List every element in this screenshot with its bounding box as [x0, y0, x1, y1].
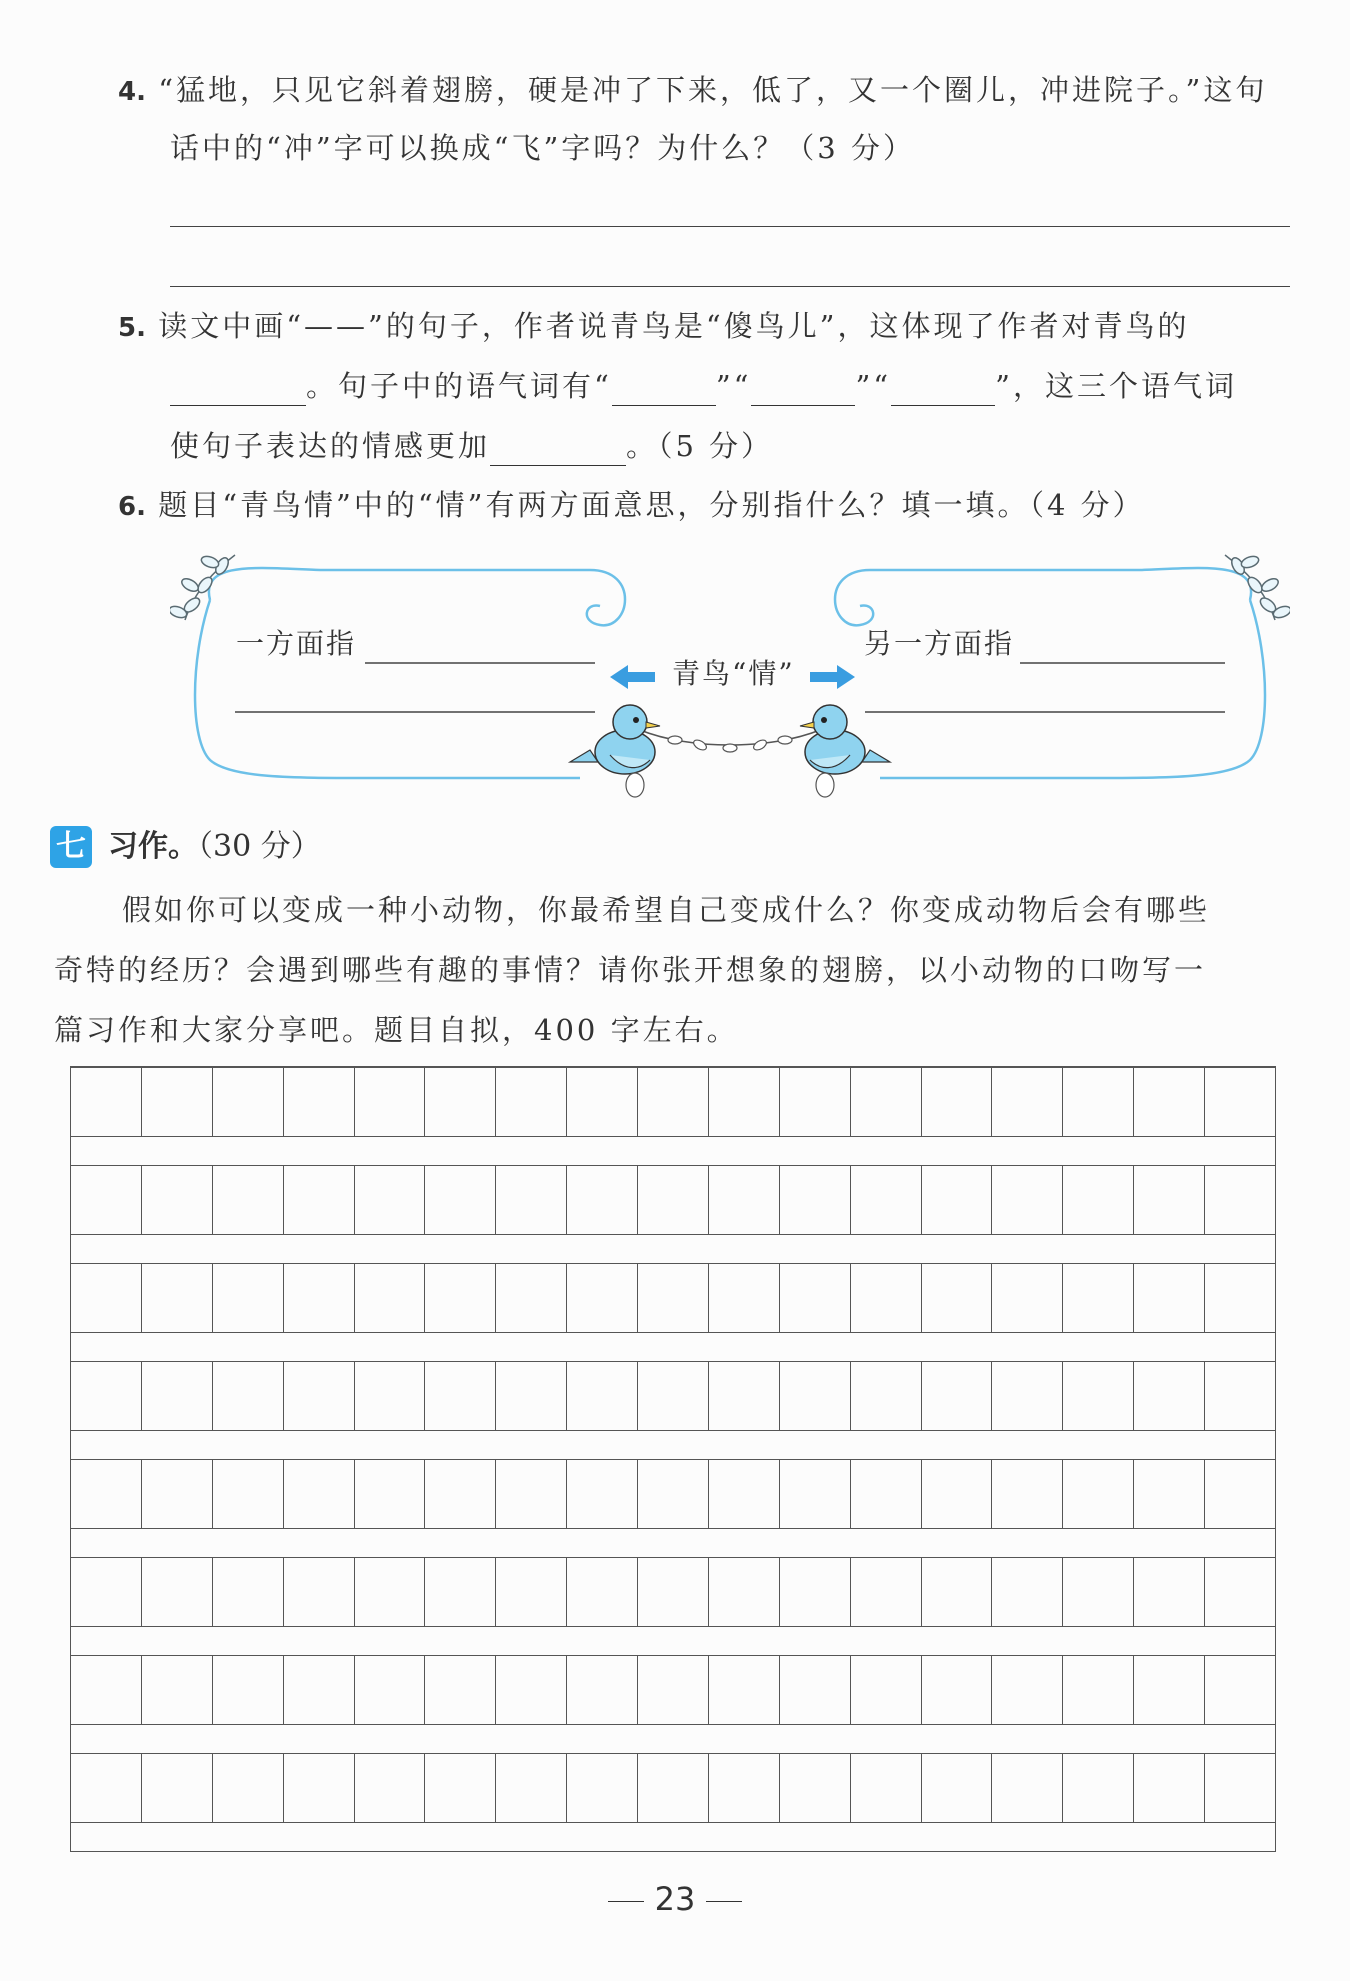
left-leaf-sprig-icon: [170, 554, 235, 620]
q5-text-2d: ”，这三个语气词: [995, 369, 1237, 403]
q5-number: 5.: [118, 313, 146, 343]
grid-row[interactable]: [71, 1557, 1275, 1627]
q4-answer-line-2[interactable]: [170, 286, 1290, 287]
q5-line3: [170, 426, 773, 466]
prompt-line-2: 奇特的经历？会遇到哪些有趣的事情？请你张开想象的翅膀，以小动物的口吻写一: [54, 953, 1207, 987]
section-badge: 七: [50, 826, 92, 868]
q4-text-1: “猛地，只见它斜着翅膀，硬是冲了下来，低了，又一个圈儿，冲进院子。”这句: [158, 73, 1268, 107]
page-number: [0, 1880, 1350, 1918]
q6-center-label: 青鸟“情”: [672, 657, 795, 690]
grid-row[interactable]: [71, 1459, 1275, 1529]
page-number-text: 23: [654, 1880, 696, 1918]
q5-blank-word3[interactable]: [891, 375, 995, 406]
q5-blank-emotion[interactable]: [490, 435, 626, 466]
q5-text-2c: ”“: [855, 369, 892, 403]
right-frame-top: [835, 568, 1251, 625]
q5-blank-word2[interactable]: [751, 375, 855, 406]
q5-text-2b: ”“: [715, 369, 752, 403]
grid-row[interactable]: [71, 1655, 1275, 1725]
q6-line1: [118, 485, 1145, 527]
prompt-line-3: 篇习作和大家分享吧。题目自拟，400 字左右。: [54, 1013, 739, 1047]
q5-text-2a: 。句子中的语气词有“: [306, 369, 612, 403]
section-title: [108, 826, 321, 868]
q6-text-1: 题目“青鸟情”中的“情”有两方面意思，分别指什么？填一填。（4 分）: [158, 488, 1145, 522]
grid-row[interactable]: [71, 1263, 1275, 1333]
grid-row[interactable]: [71, 1067, 1275, 1137]
q4-answer-line-1[interactable]: [170, 226, 1290, 227]
q6-right-label: 另一方面指: [864, 627, 1015, 660]
grid-row[interactable]: [71, 1165, 1275, 1235]
right-leaf-sprig-icon: [1225, 554, 1290, 620]
page-dash-right: [706, 1901, 742, 1902]
q6-left-label: 一方面指: [236, 627, 357, 660]
q4-number: 4.: [118, 77, 146, 107]
right-bird-icon: [800, 705, 890, 797]
writing-grid[interactable]: [70, 1066, 1276, 1852]
left-frame-top: [209, 568, 625, 625]
q4-line1: [118, 70, 1267, 112]
right-arrow-icon: [810, 665, 855, 689]
left-bird-icon: [570, 705, 660, 797]
q5-blank-attitude[interactable]: [170, 375, 306, 406]
q5-text-3b: 。（5 分）: [626, 429, 774, 463]
page-dash-left: [608, 1901, 644, 1902]
vine-icon: [640, 730, 820, 745]
q4-text-2: 话中的“冲”字可以换成“飞”字吗？为什么？（3 分）: [170, 131, 915, 165]
prompt-line-1: 假如你可以变成一种小动物，你最希望自己变成什么？你变成动物后会有哪些: [122, 893, 1211, 927]
q5-blank-word1[interactable]: [612, 375, 716, 406]
q5-text-1: 读文中画“——”的句子，作者说青鸟是“傻鸟儿”，这体现了作者对青鸟的: [158, 309, 1190, 343]
q6-number: 6.: [118, 492, 146, 522]
grid-row[interactable]: [71, 1753, 1275, 1823]
section-score: （30 分）: [198, 829, 321, 864]
left-arrow-icon: [610, 665, 655, 689]
grid-row[interactable]: [71, 1361, 1275, 1431]
q5-line2: [170, 366, 1237, 406]
q5-text-3a: 使句子表达的情感更加: [170, 429, 491, 463]
q5-line1: [118, 306, 1190, 348]
section-title-text: 习作。: [108, 829, 198, 864]
